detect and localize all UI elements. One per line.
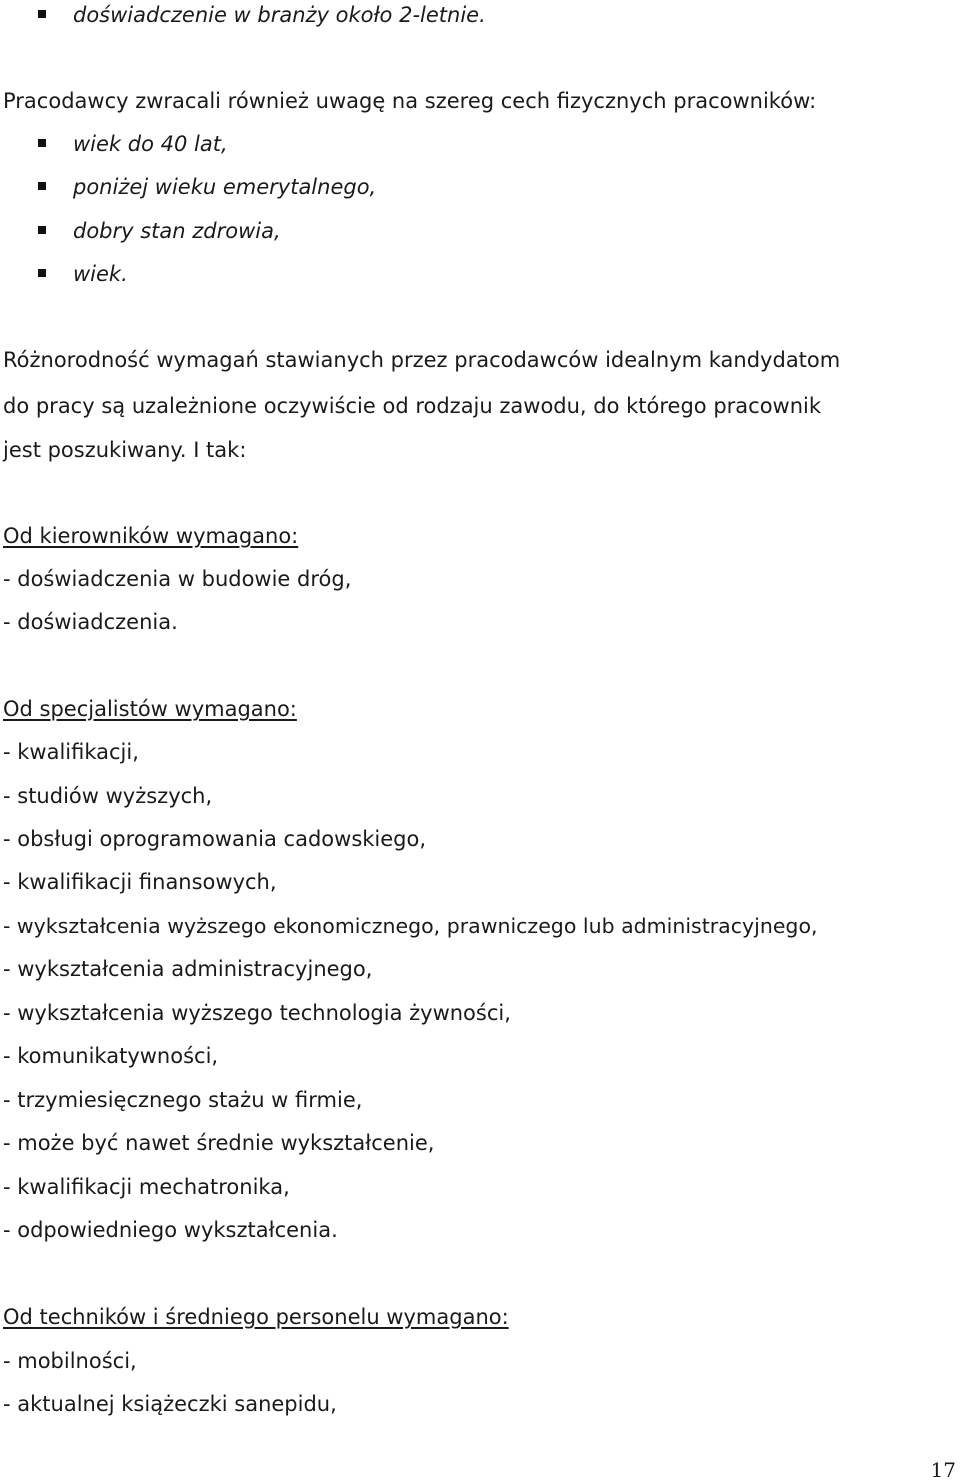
- section-heading: Od specjalistów wymagano:: [3, 697, 297, 721]
- list-item-text: dobry stan zdrowia,: [73, 219, 281, 243]
- list-item: - doświadczenia.: [3, 610, 178, 634]
- list-item: - mobilności,: [3, 1349, 137, 1373]
- paragraph-line: do pracy są uzależnione oczywiście od rodzaju zawodu, do którego pracownik: [3, 394, 822, 418]
- square-bullet-icon: [38, 182, 46, 190]
- list-item-text: poniżej wieku emerytalnego,: [73, 175, 377, 199]
- list-item-text: wiek.: [73, 262, 128, 286]
- section-heading: Od kierowników wymagano:: [3, 524, 299, 548]
- list-item: - aktualnej książeczki sanepidu,: [3, 1392, 337, 1416]
- list-item: - wykształcenia wyższego ekonomicznego, prawniczego lub administracyjnego,: [3, 914, 818, 938]
- list-item-text: doświadczenie w branży około 2-letnie.: [73, 3, 486, 27]
- list-item: - kwalifikacji mechatronika,: [3, 1175, 290, 1199]
- list-item: - wykształcenia wyższego technologia żywności,: [3, 1001, 511, 1025]
- list-item: - wykształcenia administracyjnego,: [3, 957, 373, 981]
- square-bullet-icon: [38, 226, 46, 234]
- list-item: - doświadczenia w budowie dróg,: [3, 567, 352, 591]
- page-number: 17: [930, 1458, 956, 1482]
- paragraph: Pracodawcy zwracali również uwagę na szereg cech fizycznych pracowników:: [3, 89, 817, 113]
- list-item: - komunikatywności,: [3, 1044, 219, 1068]
- list-item: - kwalifikacji,: [3, 740, 139, 764]
- paragraph-line: Różnorodność wymagań stawianych przez pracodawców idealnym kandydatom: [3, 348, 841, 372]
- list-item: - trzymiesięcznego stażu w firmie,: [3, 1088, 363, 1112]
- list-item: - odpowiedniego wykształcenia.: [3, 1218, 338, 1242]
- square-bullet-icon: [38, 269, 46, 277]
- section-heading: Od techników i średniego personelu wymagano:: [3, 1305, 509, 1329]
- square-bullet-icon: [38, 139, 46, 147]
- list-item: - studiów wyższych,: [3, 784, 213, 808]
- list-item: - może być nawet średnie wykształcenie,: [3, 1131, 435, 1155]
- list-item: - obsługi oprogramowania cadowskiego,: [3, 827, 427, 851]
- list-item-text: wiek do 40 lat,: [73, 132, 228, 156]
- paragraph-line: jest poszukiwany. I tak:: [3, 438, 247, 462]
- square-bullet-icon: [38, 10, 46, 18]
- list-item: - kwalifikacji finansowych,: [3, 870, 277, 894]
